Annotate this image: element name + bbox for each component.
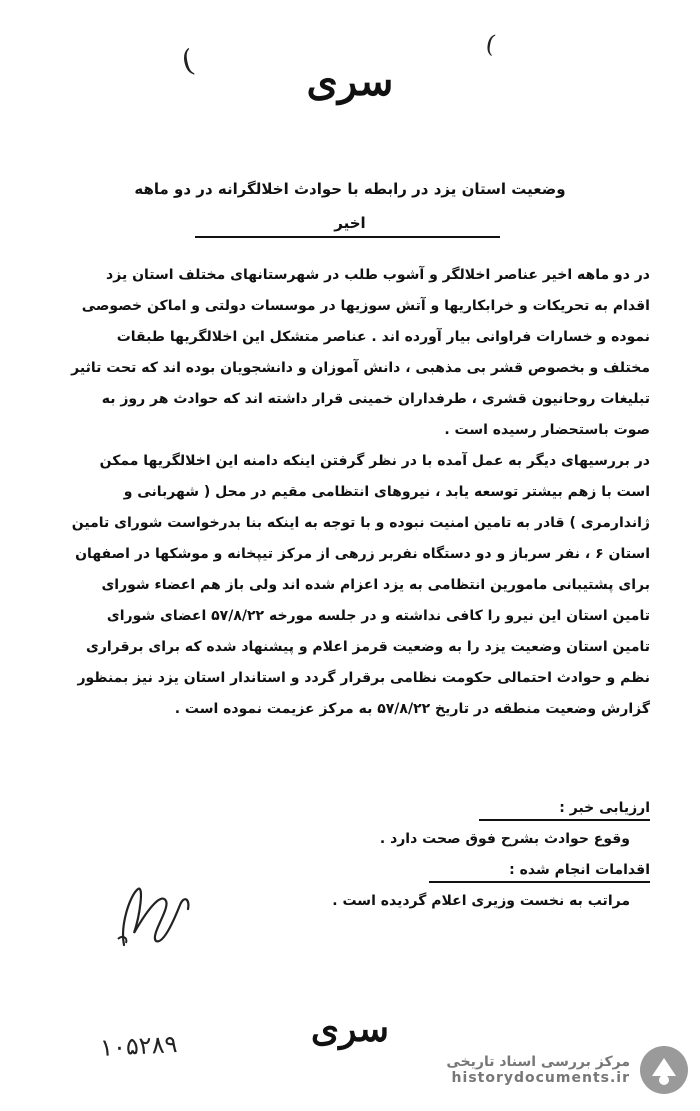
actions-section: [320, 862, 650, 909]
handwritten-signature: [110, 875, 200, 955]
classification-stamp-top: سری: [306, 58, 394, 105]
archive-number: ۱۰۵۲۸۹: [99, 1029, 179, 1063]
handwritten-mark: (: [178, 43, 198, 80]
assessment-section: [320, 800, 650, 847]
classification-stamp-bottom: سری: [310, 1008, 390, 1050]
title-line-2: اخیر: [334, 214, 366, 232]
document-title: [120, 172, 580, 240]
assessment-heading: ارزیابی خبر :: [479, 800, 650, 821]
watermark-text: [446, 1054, 630, 1086]
watermark-org-name: مرکز بررسی اسناد تاریخی: [446, 1054, 630, 1070]
title-underline: [195, 236, 500, 238]
actions-heading: اقدامات انجام شده :: [429, 862, 650, 883]
body-paragraph: در دو ماهه اخیر عناصر اخلالگر و آشوب طلب در شهرستانهای مختلف استان یزد اقدام به تحریکات و خرابکاریها و آتش سوزیها در موسسات دولتی و اماکن خصوصی نموده و خسارات فراوانی بیار آورده اند . عناصر متشکل این اخلالگریها طبقات مختلف و بخصوص قشر بی مذهبی ، دانش آموزان و دانشجویان بوده اند که تحت تاثیر تبلیغات روحانیون قشری ، طرفداران خمینی قرار داشته اند که حوادث هر روز به صوت باستحضار رسیده است .: [71, 267, 650, 438]
watermark-url: historydocuments.ir: [451, 1070, 630, 1086]
watermark: [400, 1037, 690, 1103]
document-body: [68, 260, 650, 725]
body-paragraph: در بررسیهای دیگر به عمل آمده با در نظر گرفتن اینکه دامنه این اخلالگریها ممکن است با زهم بیشتر توسعه یابد ، نیروهای انتظامی مقیم در محل ( شهربانی و ژاندارمری ) قادر به تامین امنیت نبوده و با توجه به اینکه بنا بدرخواست شورای تامین استان ۶ ، نفر سرباز و دو دستگاه نفربر زرهی از مرکز تیپخانه و موشکها در اصفهان برای پشتیبانی مامورین انتظامی به یزد اعزام شده اند ولی باز هم اعضاء شورای تامین استان این نیرو را کافی نداشته و در جلسه مورخه ۵۷/۸/۲۲ اعضای شورای تامین استان وضعیت یزد را به وضعیت قرمز اعلام و پیشنهاد شده که برای برقراری نظم و حوادث احتمالی حکومت نظامی برقرار گردد و استاندار استان یزد نیز بمنظور گزارش وضعیت منطقه در تاریخ ۵۷/۸/۲۲ به مرکز عزیمت نموده است .: [71, 453, 650, 717]
handwritten-mark: (: [483, 29, 498, 59]
title-line-1: وضعیت استان یزد در رابطه با حوادث اخلالگرانه در دو ماهه: [134, 180, 566, 198]
assessment-text: وقوع حوادث بشرح فوق صحت دارد .: [379, 831, 630, 847]
actions-text: مراتب به نخست وزیری اعلام گردیده است .: [332, 893, 630, 909]
history-documents-logo-icon: [638, 1044, 690, 1096]
